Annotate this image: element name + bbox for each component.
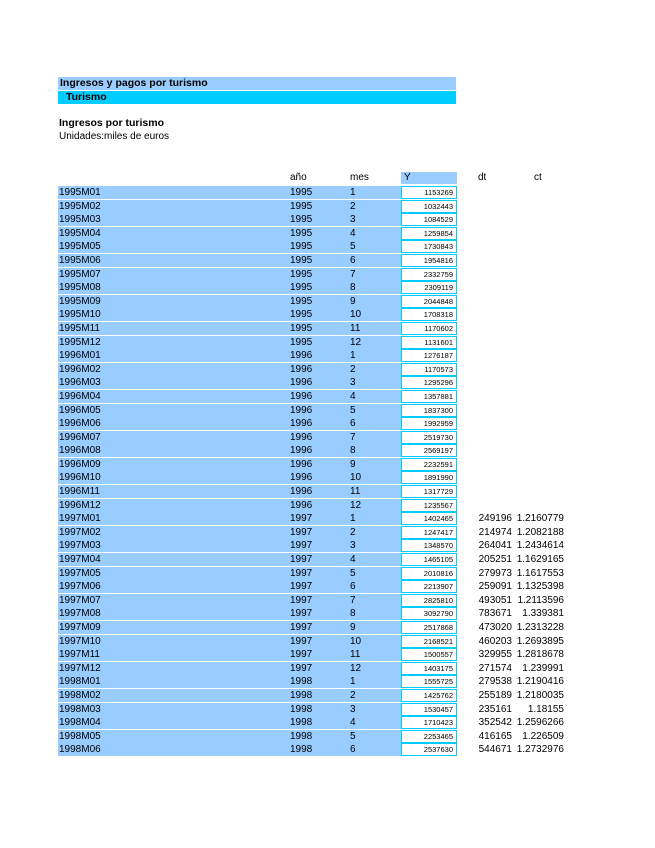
cell-mes[interactable]: 2 [350,526,401,539]
cell-mes[interactable]: 2 [350,200,401,213]
cell-periodo[interactable]: 1995M02 [58,200,290,213]
cell-periodo[interactable]: 1996M05 [58,404,290,417]
cell-y[interactable]: 1348570 [401,539,457,552]
cell-ano[interactable]: 1995 [290,281,350,294]
cell-mes[interactable]: 5 [350,567,401,580]
cell-ano[interactable]: 1995 [290,227,350,240]
cell-dt[interactable]: 493051 [478,594,512,606]
cell-mes[interactable]: 2 [350,363,401,376]
cell-mes[interactable]: 6 [350,580,401,593]
cell-y[interactable]: 1425762 [401,689,457,702]
cell-mes[interactable]: 9 [350,458,401,471]
cell-y[interactable]: 1465105 [401,553,457,566]
table-row [0,594,655,608]
cell-y[interactable]: 1170573 [401,363,457,376]
header-ano[interactable]: año [290,172,307,183]
cell-y[interactable]: 1259854 [401,227,457,240]
cell-ano[interactable]: 1996 [290,404,350,417]
table-row [0,254,655,268]
cell-ct[interactable]: 1.18155 [527,703,564,715]
cell-periodo[interactable]: 1996M09 [58,458,290,471]
cell-y[interactable]: 1402465 [401,512,457,525]
table-row [0,716,655,730]
cell-ano[interactable]: 1995 [290,213,350,226]
cell-periodo[interactable]: 1998M06 [58,743,290,756]
cell-ano[interactable]: 1998 [290,743,350,756]
cell-y[interactable]: 1235567 [401,499,457,512]
cell-periodo[interactable]: 1996M10 [58,471,290,484]
cell-dt[interactable]: 783671 [478,608,512,620]
cell-y[interactable]: 1708318 [401,308,457,321]
cell-ano[interactable]: 1997 [290,594,350,607]
cell-periodo[interactable]: 1998M01 [58,675,290,688]
cell-ano[interactable]: 1996 [290,349,350,362]
cell-mes[interactable]: 1 [350,186,401,199]
cell-mes[interactable]: 8 [350,281,401,294]
cell-ano[interactable]: 1997 [290,539,350,552]
cell-ano[interactable]: 1997 [290,607,350,620]
cell-y[interactable]: 1131601 [401,336,457,349]
cell-ano[interactable]: 1996 [290,363,350,376]
table-row [0,471,655,485]
cell-y[interactable]: 1530457 [401,703,457,716]
cell-ano[interactable]: 1995 [290,336,350,349]
table-row [0,227,655,241]
cell-y[interactable]: 2044848 [401,295,457,308]
header-dt[interactable]: dt [478,172,487,183]
table-row [0,186,655,200]
cell-periodo[interactable]: 1995M08 [58,281,290,294]
cell-ano[interactable]: 1997 [290,580,350,593]
cell-ano[interactable]: 1995 [290,200,350,213]
cell-ano[interactable]: 1996 [290,485,350,498]
cell-ano[interactable]: 1996 [290,376,350,389]
cell-mes[interactable]: 9 [350,295,401,308]
cell-ct[interactable]: 1.2732976 [516,744,564,756]
cell-y[interactable]: 2537630 [401,743,457,756]
table-row [0,268,655,282]
cell-mes[interactable]: 4 [350,390,401,403]
cell-ct[interactable]: 1.2160779 [516,513,564,525]
cell-periodo[interactable]: 1997M01 [58,512,290,525]
cell-ano[interactable]: 1996 [290,390,350,403]
header-ct[interactable]: ct [534,172,542,183]
table-row [0,621,655,635]
table-row [0,404,655,418]
cell-mes[interactable]: 11 [350,648,401,661]
cell-ano[interactable]: 1997 [290,648,350,661]
cell-ct[interactable]: 1.2693895 [516,635,564,647]
cell-periodo[interactable]: 1997M11 [58,648,290,661]
table-row [0,336,655,350]
cell-periodo[interactable]: 1995M12 [58,336,290,349]
cell-ano[interactable]: 1995 [290,308,350,321]
cell-periodo[interactable]: 1997M10 [58,635,290,648]
table-row [0,662,655,676]
table-row [0,648,655,662]
cell-dt[interactable]: 279538 [478,676,512,688]
data-table [0,186,655,757]
cell-ano[interactable]: 1996 [290,471,350,484]
table-row [0,295,655,309]
cell-mes[interactable]: 5 [350,404,401,417]
table-row [0,444,655,458]
table-row [0,635,655,649]
cell-ano[interactable]: 1996 [290,431,350,444]
cell-periodo[interactable]: 1998M02 [58,689,290,702]
cell-ano[interactable]: 1998 [290,675,350,688]
cell-periodo[interactable]: 1997M02 [58,526,290,539]
cell-ano[interactable]: 1998 [290,716,350,729]
cell-y[interactable]: 2168521 [401,635,457,648]
section-title: Ingresos por turismo [59,117,165,129]
cell-periodo[interactable]: 1996M01 [58,349,290,362]
sheet-subtitle: Turismo [58,91,456,104]
cell-mes[interactable]: 3 [350,539,401,552]
cell-mes[interactable]: 10 [350,635,401,648]
cell-ano[interactable]: 1998 [290,730,350,743]
cell-mes[interactable]: 1 [350,349,401,362]
cell-y[interactable]: 1403175 [401,662,457,675]
cell-ct[interactable]: 1.339381 [522,608,564,620]
table-row [0,349,655,363]
cell-ano[interactable]: 1995 [290,254,350,267]
table-row [0,730,655,744]
table-row [0,281,655,295]
cell-y[interactable]: 1954816 [401,254,457,267]
cell-ano[interactable]: 1995 [290,268,350,281]
cell-ano[interactable]: 1997 [290,512,350,525]
table-row [0,417,655,431]
table-row [0,308,655,322]
cell-dt[interactable]: 271574 [478,662,512,674]
cell-mes[interactable]: 8 [350,607,401,620]
cell-y[interactable]: 1032443 [401,200,457,213]
cell-mes[interactable]: 1 [350,675,401,688]
cell-ct[interactable]: 1.2082188 [516,526,564,538]
cell-ano[interactable]: 1995 [290,240,350,253]
table-row [0,322,655,336]
table-row [0,485,655,499]
cell-mes[interactable]: 6 [350,417,401,430]
table-row [0,458,655,472]
cell-periodo[interactable]: 1997M07 [58,594,290,607]
cell-y[interactable]: 3092790 [401,607,457,620]
cell-mes[interactable]: 3 [350,703,401,716]
cell-y[interactable]: 1170602 [401,322,457,335]
cell-ano[interactable]: 1995 [290,186,350,199]
cell-periodo[interactable]: 1995M03 [58,213,290,226]
cell-ano[interactable]: 1997 [290,662,350,675]
cell-ano[interactable]: 1997 [290,567,350,580]
cell-mes[interactable]: 8 [350,444,401,457]
cell-periodo[interactable]: 1998M05 [58,730,290,743]
cell-ano[interactable]: 1997 [290,553,350,566]
cell-mes[interactable]: 4 [350,553,401,566]
cell-dt[interactable]: 416165 [478,730,512,742]
table-row [0,607,655,621]
cell-mes[interactable]: 12 [350,499,401,512]
cell-mes[interactable]: 5 [350,240,401,253]
cell-mes[interactable]: 10 [350,471,401,484]
cell-mes[interactable]: 2 [350,689,401,702]
cell-mes[interactable]: 12 [350,662,401,675]
cell-dt[interactable]: 259091 [478,581,512,593]
cell-y[interactable]: 1357881 [401,390,457,403]
cell-ct[interactable]: 1.2113596 [517,594,564,606]
cell-periodo[interactable]: 1995M06 [58,254,290,267]
cell-ano[interactable]: 1995 [290,322,350,335]
cell-periodo[interactable]: 1997M06 [58,580,290,593]
cell-periodo[interactable]: 1997M08 [58,607,290,620]
cell-dt[interactable]: 205251 [478,554,512,566]
cell-mes[interactable]: 9 [350,621,401,634]
cell-ano[interactable]: 1996 [290,444,350,457]
cell-mes[interactable]: 3 [350,213,401,226]
cell-mes[interactable]: 7 [350,594,401,607]
sheet-title: Ingresos y pagos por turismo [58,77,456,90]
cell-y[interactable]: 2253465 [401,730,457,743]
table-row [0,539,655,553]
cell-periodo[interactable]: 1995M10 [58,308,290,321]
cell-y[interactable]: 1276187 [401,349,457,362]
cell-dt[interactable]: 473020 [478,622,512,633]
cell-y[interactable]: 2213907 [401,580,457,593]
cell-ano[interactable]: 1998 [290,689,350,702]
cell-y[interactable]: 2232591 [401,458,457,471]
table-row [0,213,655,227]
cell-ct[interactable]: 1.2180035 [516,689,564,701]
table-row [0,200,655,214]
cell-ano[interactable]: 1998 [290,703,350,716]
cell-y[interactable]: 2519730 [401,431,457,444]
cell-y[interactable]: 1500557 [401,648,457,661]
cell-periodo[interactable]: 1998M03 [58,703,290,716]
cell-mes[interactable]: 12 [350,336,401,349]
cell-periodo[interactable]: 1997M12 [58,662,290,675]
cell-periodo[interactable]: 1998M04 [58,716,290,729]
cell-periodo[interactable]: 1995M05 [58,240,290,253]
cell-periodo[interactable]: 1996M03 [58,376,290,389]
cell-y[interactable]: 1153269 [401,186,457,199]
cell-ano[interactable]: 1997 [290,621,350,634]
table-row [0,743,655,757]
table-row [0,363,655,377]
cell-ct[interactable]: 1.1325398 [516,581,564,593]
cell-periodo[interactable]: 1995M01 [58,186,290,199]
table-row [0,431,655,445]
cell-periodo[interactable]: 1996M07 [58,431,290,444]
cell-dt[interactable]: 544671 [478,744,512,756]
cell-periodo[interactable]: 1997M04 [58,553,290,566]
table-row [0,580,655,594]
cell-y[interactable]: 1730843 [401,240,457,253]
cell-dt[interactable]: 279973 [478,567,512,579]
cell-ano[interactable]: 1996 [290,499,350,512]
cell-ct[interactable]: 1.2313228 [516,622,564,633]
cell-dt[interactable]: 264041 [478,540,512,552]
cell-periodo[interactable]: 1997M09 [58,621,290,634]
cell-ct[interactable]: 1.2190416 [516,676,564,688]
cell-y[interactable]: 2517868 [401,621,457,634]
table-row [0,703,655,717]
cell-ct[interactable]: 1.226509 [522,730,564,742]
cell-periodo[interactable]: 1995M11 [58,322,290,335]
cell-periodo[interactable]: 1997M03 [58,539,290,552]
table-row [0,376,655,390]
cell-periodo[interactable]: 1997M05 [58,567,290,580]
cell-ano[interactable]: 1996 [290,417,350,430]
cell-y[interactable]: 2309119 [401,281,457,294]
cell-periodo[interactable]: 1996M04 [58,390,290,403]
table-row [0,240,655,254]
cell-y[interactable]: 2825810 [401,594,457,607]
cell-ct[interactable]: 1.2596266 [516,717,564,729]
cell-mes[interactable]: 3 [350,376,401,389]
cell-periodo[interactable]: 1996M02 [58,363,290,376]
cell-dt[interactable]: 255189 [478,689,512,701]
cell-ano[interactable]: 1996 [290,458,350,471]
cell-ct[interactable]: 1.1617553 [516,567,564,579]
cell-y[interactable]: 1992959 [401,417,457,430]
cell-periodo[interactable]: 1995M07 [58,268,290,281]
cell-y[interactable]: 1710423 [401,716,457,729]
cell-mes[interactable]: 5 [350,730,401,743]
cell-ano[interactable]: 1997 [290,526,350,539]
cell-periodo[interactable]: 1995M09 [58,295,290,308]
table-row [0,675,655,689]
cell-periodo[interactable]: 1995M04 [58,227,290,240]
cell-y[interactable]: 2010816 [401,567,457,580]
cell-y[interactable]: 1295296 [401,376,457,389]
table-row [0,526,655,540]
cell-y[interactable]: 1317729 [401,485,457,498]
header-y[interactable]: Y [401,172,457,184]
cell-mes[interactable]: 6 [350,254,401,267]
cell-ct[interactable]: 1.239991 [522,662,564,674]
cell-periodo[interactable]: 1996M08 [58,444,290,457]
cell-dt[interactable]: 352542 [478,717,512,729]
cell-y[interactable]: 2569197 [401,444,457,457]
cell-periodo[interactable]: 1996M11 [58,485,290,498]
cell-mes[interactable]: 7 [350,268,401,281]
cell-dt[interactable]: 460203 [478,635,512,647]
cell-mes[interactable]: 11 [350,322,401,335]
cell-dt[interactable]: 249196 [478,513,512,525]
cell-mes[interactable]: 11 [350,485,401,498]
cell-ct[interactable]: 1.2434614 [516,540,564,552]
table-row [0,567,655,581]
cell-y[interactable]: 1247417 [401,526,457,539]
cell-ano[interactable]: 1997 [290,635,350,648]
cell-mes[interactable]: 1 [350,512,401,525]
cell-y[interactable]: 1891990 [401,471,457,484]
units-label: Unidades:miles de euros [59,131,170,142]
cell-y[interactable]: 2332759 [401,268,457,281]
cell-dt[interactable]: 235161 [478,703,512,715]
table-row [0,512,655,526]
cell-mes[interactable]: 10 [350,308,401,321]
cell-mes[interactable]: 4 [350,227,401,240]
cell-mes[interactable]: 4 [350,716,401,729]
cell-periodo[interactable]: 1996M12 [58,499,290,512]
cell-y[interactable]: 1837300 [401,404,457,417]
cell-y[interactable]: 1084529 [401,213,457,226]
cell-dt[interactable]: 214974 [478,526,512,538]
cell-ct[interactable]: 1.2818678 [516,649,564,661]
table-row [0,689,655,703]
table-row [0,553,655,567]
cell-dt[interactable]: 329955 [478,649,512,661]
cell-y[interactable]: 1555725 [401,675,457,688]
cell-mes[interactable]: 7 [350,431,401,444]
cell-mes[interactable]: 6 [350,743,401,756]
table-row [0,499,655,513]
table-row [0,390,655,404]
cell-ct[interactable]: 1.1629165 [516,554,564,566]
header-mes[interactable]: mes [350,172,369,183]
cell-periodo[interactable]: 1996M06 [58,417,290,430]
cell-ano[interactable]: 1995 [290,295,350,308]
